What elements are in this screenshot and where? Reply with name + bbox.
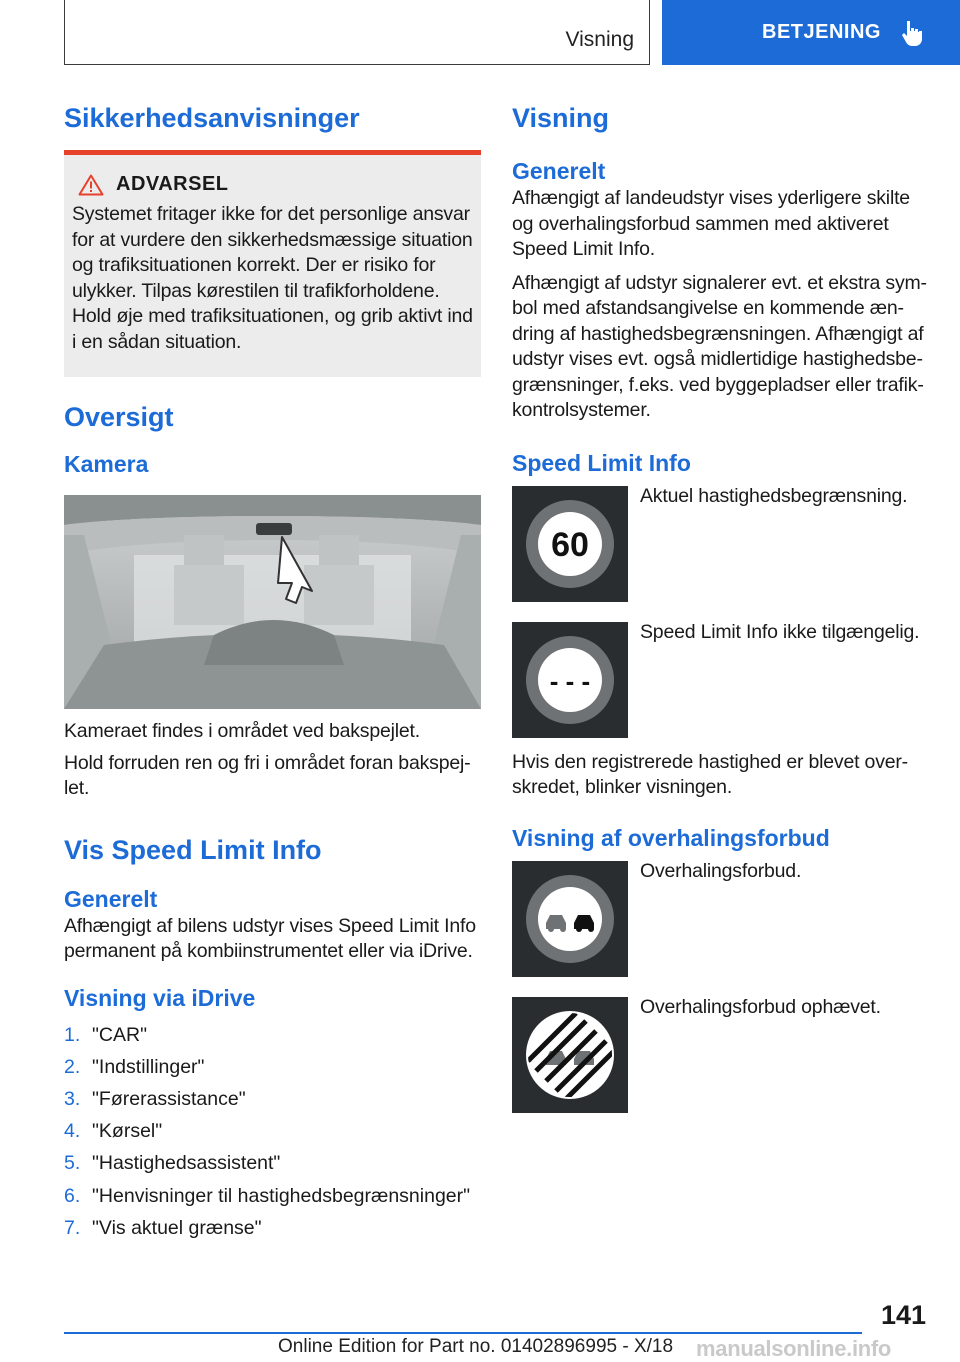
general-heading-left: Generelt (64, 885, 158, 912)
list-item: 2. "Indstillinger" (64, 1055, 205, 1078)
sign-overtake-end-text: Overhalingsforbud ophævet. (640, 995, 881, 1018)
overtake-heading: Visning af overhalingsforbud (512, 824, 830, 851)
list-item: 7. "Vis aktuel grænse" (64, 1216, 262, 1239)
warning-triangle-icon (78, 174, 104, 196)
header-frame (64, 0, 650, 65)
na-sign-value: - - - (549, 665, 591, 696)
display-heading: Visning (512, 103, 610, 133)
speed-limit-sign-icon (512, 486, 628, 602)
general-text-left: Afhængigt af bilens udstyr vises Speed Limit Info permanent på kombiinstrumentet eller via iDrive. (64, 914, 476, 962)
sign-row-na (512, 622, 932, 738)
general-heading-right: Generelt (512, 158, 606, 184)
overview-heading: Oversigt (64, 402, 174, 432)
no-overtaking-sign-icon (512, 861, 628, 977)
warning-title: ADVARSEL (116, 173, 229, 195)
chapter-label: BETJENING (762, 21, 881, 43)
speed-limit-unavailable-icon (512, 622, 628, 738)
sign-overtake-text: Overhalingsforbud. (640, 859, 802, 882)
end-no-overtaking-sign-icon (512, 997, 628, 1113)
edition-text: Online Edition for Part no. 01402896995 - X/18 (278, 1336, 674, 1357)
sign-row-overtake-end (512, 997, 932, 1113)
right-column (512, 100, 932, 1113)
watermark: manualsonline.info (696, 1336, 892, 1361)
general-text-right-1: Afhængigt af landeudstyr vises yderligere skilte og overhalingsforbud sammen med aktiveret Speed Limit Info. (512, 187, 910, 260)
chapter-tab[interactable] (662, 0, 960, 65)
sign-speed-text: Aktuel hastighedsbegrænsning. (640, 484, 908, 507)
warning-title-row (72, 173, 473, 196)
camera-text-2: Hold forruden ren og fri i området foran bakspej-let. (64, 751, 471, 799)
page-number: 141 (880, 1300, 926, 1330)
camera-heading: Kamera (64, 451, 149, 477)
list-item: 3. "Førerassistance" (64, 1087, 246, 1110)
sign-row-overtake (512, 861, 932, 977)
idrive-steps-list (64, 1019, 481, 1244)
sign-row-speed (512, 486, 932, 602)
speed-sign-value: 60 (551, 525, 589, 564)
camera-location-image (64, 495, 481, 709)
sign-na-text: Speed Limit Info ikke tilgængelig. (640, 620, 920, 643)
warning-text: Systemet fritager ikke for det personlige ansvar for at vurdere den sikkerhedsmæssige situation og trafiksituationen korrekt. Der er risiko for ulykker. Tilpas kørestilen til trafikforholdene. Hold øje med trafiksituationen, og grib aktivt ind i en sådan situation. (72, 203, 473, 353)
footer-divider (64, 1332, 862, 1334)
warning-box (64, 150, 481, 377)
show-sli-heading: Vis Speed Limit Info (64, 834, 322, 865)
safety-heading: Sikkerhedsanvisninger (64, 103, 360, 133)
flash-text: Hvis den registrerede hastighed er blevet over-skredet, blinker visningen. (512, 750, 908, 798)
pointing-hand-icon (901, 20, 923, 46)
list-item: 1. "CAR" (64, 1023, 148, 1046)
camera-text-1: Kameraet findes i området ved bakspejlet. (64, 720, 420, 742)
section-title: Visning (565, 28, 634, 51)
idrive-heading: Visning via iDrive (64, 984, 256, 1011)
list-item: 5. "Hastighedsassistent" (64, 1152, 281, 1175)
list-item: 6. "Henvisninger til hastighedsbegrænsninger" (64, 1184, 471, 1207)
general-text-right-2: Afhængigt af udstyr signalerer evt. et ekstra sym-bol med afstandsangivelse en kommende æn-dring af hastighedsbegrænsningen. Afhængigt af udstyr vises evt. også midlertidige hastighedsbe-grænsninger, f.eks. ved byggepladser eller trafik-kontrolsystemer. (512, 271, 927, 421)
list-item: 4. "Kørsel" (64, 1120, 163, 1143)
left-column (64, 100, 481, 1244)
sli-heading: Speed Limit Info (512, 449, 691, 476)
